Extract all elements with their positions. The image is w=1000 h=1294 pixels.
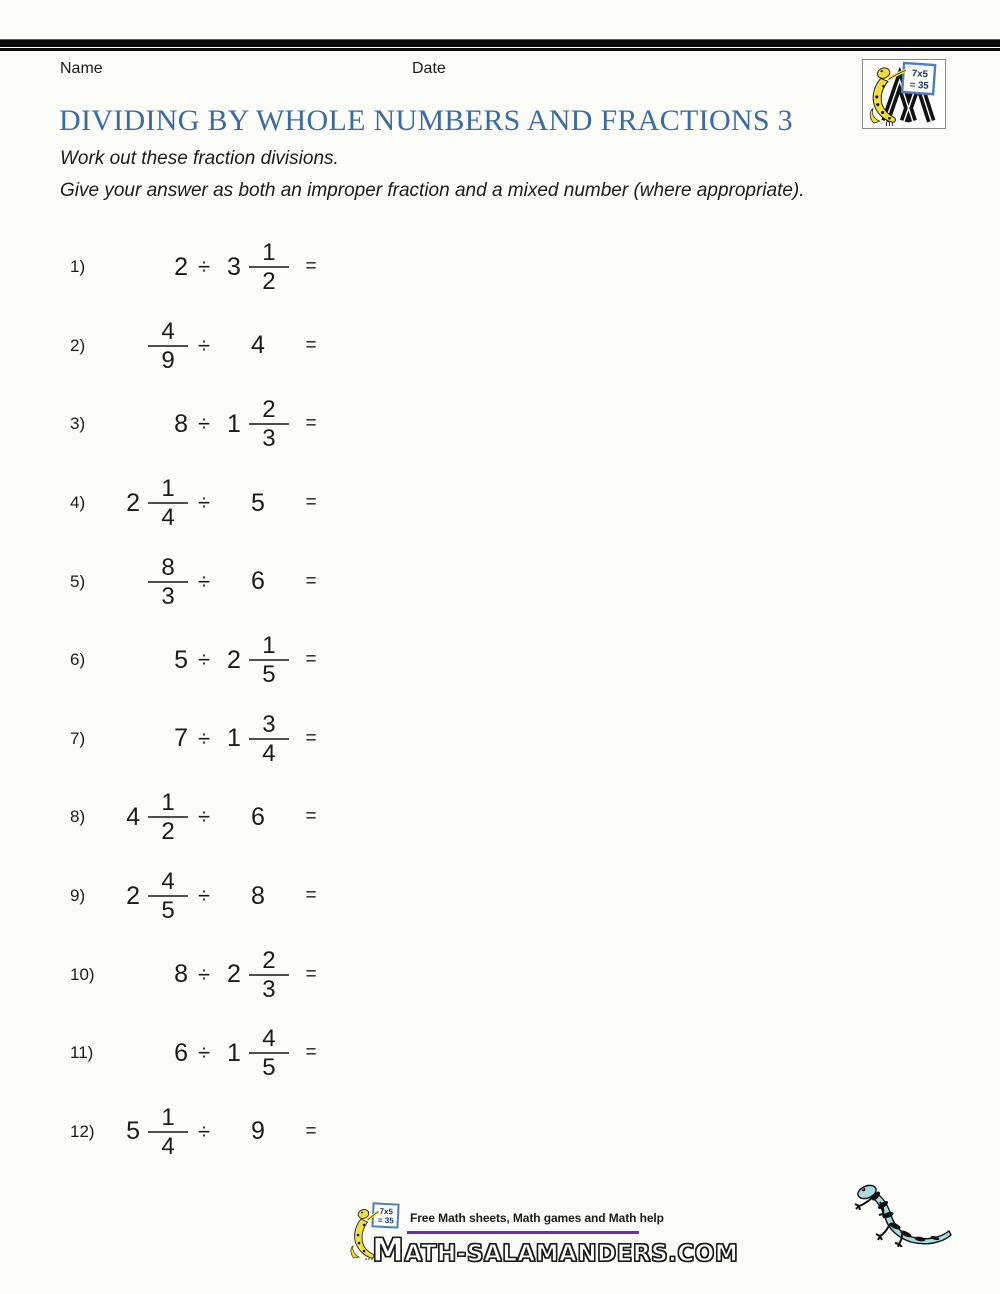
divide-sign: ÷ <box>197 254 211 280</box>
divide-sign: ÷ <box>197 647 211 673</box>
name-label: Name <box>60 60 103 77</box>
dividend <box>110 646 188 675</box>
corner-salamander-illustration <box>850 1182 955 1247</box>
svg-text:= 35: = 35 <box>377 1215 394 1226</box>
whole-number: 8 <box>174 409 188 438</box>
whole-number: 3 <box>227 252 241 281</box>
divide-sign: ÷ <box>197 568 211 594</box>
problem-row-8 <box>0 778 480 857</box>
math-salamanders-logo <box>862 59 946 129</box>
problem-number: 2) <box>70 335 86 355</box>
problem-row-12 <box>0 1093 480 1172</box>
divisor <box>220 803 296 832</box>
equals-sign: = <box>305 570 317 592</box>
whole-number: 6 <box>251 802 265 831</box>
whole-number: 4 <box>251 331 265 360</box>
numerator: 1 <box>262 632 276 660</box>
whole-number: 7 <box>174 724 188 753</box>
fraction <box>249 240 289 294</box>
divide-sign: ÷ <box>197 332 211 358</box>
denominator: 4 <box>262 739 276 767</box>
problem-row-3 <box>0 385 480 464</box>
whole-number: 1 <box>227 409 241 438</box>
whole-number: 8 <box>251 881 265 910</box>
divider-thin-line <box>0 48 1000 51</box>
whole-number: 5 <box>251 488 265 517</box>
problem-number: 10) <box>70 964 95 984</box>
problem-row-7 <box>0 700 480 779</box>
fraction <box>148 319 188 373</box>
divisor <box>220 633 296 687</box>
problem-row-11 <box>0 1014 480 1093</box>
equals-sign: = <box>305 492 317 514</box>
instruction-line-1: Work out these fraction divisions. <box>60 148 339 169</box>
dividend <box>110 869 188 923</box>
equals-sign: = <box>305 806 317 828</box>
whole-number: 5 <box>126 1117 140 1146</box>
equals-sign: = <box>305 727 317 749</box>
problem-row-9 <box>0 857 480 936</box>
denominator: 5 <box>262 661 276 689</box>
denominator: 3 <box>262 975 276 1003</box>
fraction <box>148 555 188 609</box>
problem-number: 4) <box>70 493 86 513</box>
equals-sign: = <box>305 885 317 907</box>
dividend <box>110 555 188 609</box>
dividend <box>110 319 188 373</box>
whole-number: 1 <box>227 1038 241 1067</box>
footer-tagline: Free Math sheets, Math games and Math help <box>410 1211 664 1225</box>
divisor <box>220 489 296 518</box>
numerator: 4 <box>161 868 175 896</box>
numerator: 1 <box>161 789 175 817</box>
problem-number: 6) <box>70 650 86 670</box>
dividend <box>110 960 188 989</box>
denominator: 5 <box>161 897 175 925</box>
fraction <box>249 1026 289 1080</box>
divisor <box>220 1117 296 1146</box>
equals-sign: = <box>305 413 317 435</box>
problem-number: 7) <box>70 728 86 748</box>
whole-number: 2 <box>126 488 140 517</box>
divisor <box>220 882 296 911</box>
divide-sign: ÷ <box>197 725 211 751</box>
fraction <box>148 790 188 844</box>
numerator: 1 <box>262 239 276 267</box>
whole-number: 6 <box>251 567 265 596</box>
divide-sign: ÷ <box>197 411 211 437</box>
denominator: 5 <box>262 1054 276 1082</box>
whole-number: 2 <box>227 960 241 989</box>
divisor <box>220 948 296 1002</box>
svg-text:7x5: 7x5 <box>911 68 929 81</box>
whole-number: 4 <box>126 802 140 831</box>
salamander-illustration-icon <box>850 1182 955 1247</box>
divisor <box>220 331 296 360</box>
problem-row-2 <box>0 307 480 386</box>
whole-number: 2 <box>126 881 140 910</box>
whole-number: 1 <box>227 724 241 753</box>
equals-sign: = <box>305 1042 317 1064</box>
dividend <box>110 1039 188 1068</box>
denominator: 4 <box>161 1132 175 1160</box>
equals-sign: = <box>305 334 317 356</box>
dividend <box>110 724 188 753</box>
problem-number: 3) <box>70 414 86 434</box>
fraction <box>249 397 289 451</box>
dividend <box>110 790 188 844</box>
equals-sign: = <box>305 1120 317 1142</box>
problem-list <box>0 228 480 1171</box>
divisor <box>220 1026 296 1080</box>
denominator: 3 <box>161 582 175 610</box>
divider-thick-line <box>0 39 1000 47</box>
numerator: 3 <box>262 710 276 738</box>
dividend <box>110 253 188 282</box>
fraction <box>148 869 188 923</box>
page-title: DIVIDING BY WHOLE NUMBERS AND FRACTIONS 3 <box>59 104 793 137</box>
numerator: 2 <box>262 396 276 424</box>
numerator: 4 <box>161 317 175 345</box>
problem-number: 8) <box>70 807 86 827</box>
whole-number: 2 <box>227 645 241 674</box>
denominator: 2 <box>262 268 276 296</box>
divide-sign: ÷ <box>197 804 211 830</box>
equals-sign: = <box>305 256 317 278</box>
problem-row-4 <box>0 464 480 543</box>
top-divider <box>0 39 1000 51</box>
whole-number: 8 <box>174 960 188 989</box>
denominator: 2 <box>161 818 175 846</box>
denominator: 9 <box>161 346 175 374</box>
whole-number: 5 <box>174 645 188 674</box>
whole-number: 6 <box>174 1038 188 1067</box>
problem-number: 1) <box>70 257 86 277</box>
problem-number: 9) <box>70 886 86 906</box>
whole-number: 2 <box>174 252 188 281</box>
dividend <box>110 1105 188 1159</box>
problem-row-1 <box>0 228 480 307</box>
divisor <box>220 240 296 294</box>
problem-number: 5) <box>70 571 86 591</box>
equals-sign: = <box>305 649 317 671</box>
denominator: 4 <box>161 504 175 532</box>
numerator: 1 <box>161 475 175 503</box>
problem-row-6 <box>0 621 480 700</box>
fraction <box>249 948 289 1002</box>
site-wordmark: MATH-SALAMANDERS.COM <box>372 1231 739 1269</box>
numerator: 1 <box>161 1103 175 1131</box>
problem-number: 12) <box>70 1121 95 1141</box>
divide-sign: ÷ <box>197 1040 211 1066</box>
date-label: Date <box>412 60 446 77</box>
problem-number: 11) <box>70 1043 94 1063</box>
problem-row-5 <box>0 542 480 621</box>
divisor <box>220 397 296 451</box>
divide-sign: ÷ <box>197 961 211 987</box>
dividend <box>110 476 188 530</box>
numerator: 4 <box>262 1025 276 1053</box>
divide-sign: ÷ <box>197 490 211 516</box>
numerator: 2 <box>262 946 276 974</box>
equals-sign: = <box>305 963 317 985</box>
svg-text:= 35: = 35 <box>909 79 930 92</box>
denominator: 3 <box>262 425 276 453</box>
fraction <box>249 633 289 687</box>
svg-text:7x5: 7x5 <box>379 1206 394 1217</box>
salamander-logo-icon <box>863 60 945 128</box>
whole-number: 9 <box>251 1117 265 1146</box>
divide-sign: ÷ <box>197 1118 211 1144</box>
fraction <box>249 712 289 766</box>
problem-row-10 <box>0 935 480 1014</box>
fraction <box>148 476 188 530</box>
numerator: 8 <box>161 553 175 581</box>
divide-sign: ÷ <box>197 883 211 909</box>
dividend <box>110 410 188 439</box>
instruction-line-2: Give your answer as both an improper fraction and a mixed number (where appropriate). <box>60 180 805 201</box>
divisor <box>220 712 296 766</box>
fraction <box>148 1105 188 1159</box>
divisor <box>220 567 296 596</box>
